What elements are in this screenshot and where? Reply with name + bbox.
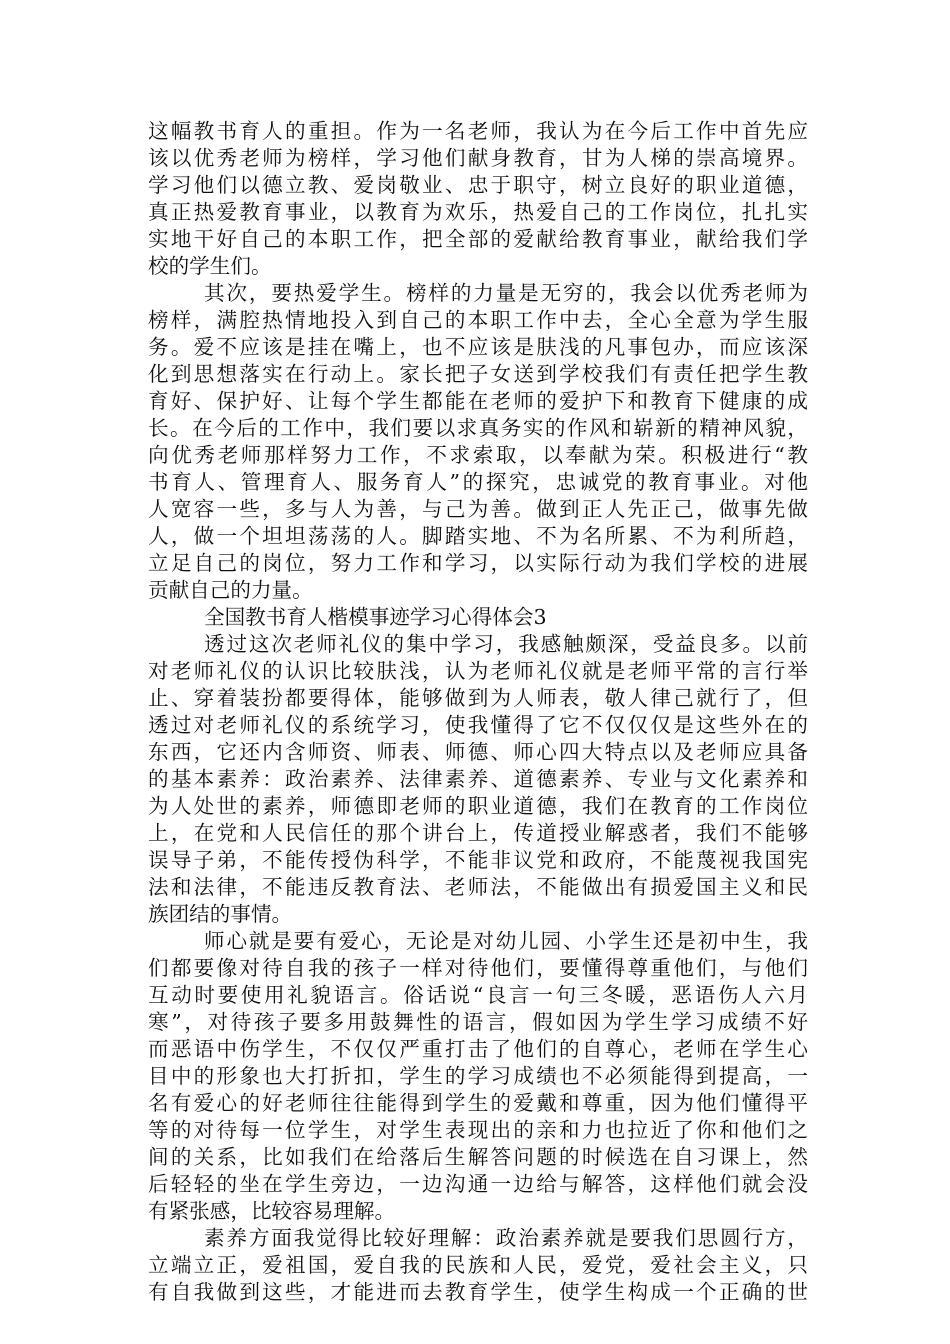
paragraph-first-line: 师心就是要有爱心，无论是对幼儿园、小学生还是初中生，我 <box>204 929 808 953</box>
text-line: 寒”，对待孩子要多用鼓舞性的语言，假如因为学生学习成绩不好 <box>148 1010 808 1034</box>
text-line: 名有爱心的好老师往往能得到学生的爱戴和尊重，因为他们懂得平 <box>148 1091 808 1115</box>
text-line: 族团结的事情。 <box>148 902 293 926</box>
text-line: 的基本素养：政治素养、法律素养、道德素养、专业与文化素养和 <box>148 767 808 791</box>
text-line: 立足自己的岗位，努力工作和学习，以实际行动为我们学校的进展 <box>148 551 808 575</box>
text-line: 贡献自己的力量。 <box>148 578 313 602</box>
text-line: 后轻轻的坐在学生旁边，一边沟通一边给与解答，这样他们就会没 <box>148 1172 808 1196</box>
text-line: 间的关系，比如我们在给落后生解答问题的时候选在自习课上，然 <box>148 1145 808 1169</box>
section-heading: 全国教书育人楷模事迹学习心得体会3 <box>204 605 547 629</box>
text-line: 对老师礼仪的认识比较肤浅，认为老师礼仪就是老师平常的言行举 <box>148 659 808 683</box>
text-line: 化到思想落实在行动上。家长把子女送到学校我们有责任把学生教 <box>148 362 808 386</box>
text-line: 为人处世的素养，师德即老师的职业道德，我们在教育的工作岗位 <box>148 794 808 818</box>
paragraph-first-line: 素养方面我觉得比较好理解：政治素养就是要我们思圆行方， <box>204 1226 808 1250</box>
paragraph-first-line: 其次，要热爱学生。榜样的力量是无穷的，我会以优秀老师为 <box>204 281 808 305</box>
text-line: 实地干好自己的本职工作，把全部的爱献给教育事业，献给我们学 <box>148 227 808 251</box>
text-line: 东西，它还内含师资、师表、师德、师心四大特点以及老师应具备 <box>148 740 808 764</box>
text-line: 真正热爱教育事业，以教育为欢乐，热爱自己的工作岗位，扎扎实 <box>148 200 808 224</box>
text-line: 育好、保护好、让每个学生都能在老师的爱护下和教育下健康的成 <box>148 389 808 413</box>
text-line: 务。爱不应该是挂在嘴上，也不应该是肤浅的凡事包办，而应该深 <box>148 335 808 359</box>
text-line: 有紧张感，比较容易理解。 <box>148 1199 396 1223</box>
text-line: 该以优秀老师为榜样，学习他们献身教育，甘为人梯的崇高境界。 <box>148 146 808 170</box>
text-line: 透过对老师礼仪的系统学习，使我懂得了它不仅仅仅是这些外在的 <box>148 713 808 737</box>
text-line: 长。在今后的工作中，我们要以求真务实的作风和崭新的精神风貌， <box>148 416 808 440</box>
text-line: 互动时要使用礼貌语言。俗话说“良言一句三冬暖，恶语伤人六月 <box>148 983 808 1007</box>
paragraph-first-line: 透过这次老师礼仪的集中学习，我感触颇深，受益良多。以前 <box>204 632 808 656</box>
text-line: 人，做一个坦坦荡荡的人。脚踏实地、不为名所累、不为利所趋， <box>148 524 808 548</box>
text-line: 人宽容一些，多与人为善，与己为善。做到正人先正己，做事先做 <box>148 497 808 521</box>
text-line: 上，在党和人民信任的那个讲台上，传道授业解惑者，我们不能够 <box>148 821 808 845</box>
text-line: 而恶语中伤学生，不仅仅严重打击了他们的自尊心，老师在学生心 <box>148 1037 808 1061</box>
document-page <box>148 118 808 1306</box>
text-line: 向优秀老师那样努力工作，不求索取，以奉献为荣。积极进行“教 <box>148 443 808 467</box>
text-line: 有自我做到这些，才能进而去教育学生，使学生构成一个正确的世 <box>148 1280 808 1304</box>
text-line: 书育人、管理育人、服务育人”的探究，忠诚党的教育事业。对他 <box>148 470 808 494</box>
text-line: 法和法律，不能违反教育法、老师法，不能做出有损爱国主义和民 <box>148 875 808 899</box>
text-line: 校的学生们。 <box>148 254 272 278</box>
text-line: 榜样，满腔热情地投入到自己的本职工作中去，全心全意为学生服 <box>148 308 808 332</box>
text-line: 们都要像对待自我的孩子一样对待他们，要懂得尊重他们，与他们 <box>148 956 808 980</box>
text-line: 学习他们以德立教、爱岗敬业、忠于职守，树立良好的职业道德， <box>148 173 808 197</box>
text-line: 止、穿着装扮都要得体，能够做到为人师表，敬人律己就行了，但 <box>148 686 808 710</box>
text-line: 这幅教书育人的重担。作为一名老师，我认为在今后工作中首先应 <box>148 119 808 143</box>
text-line: 误导子弟，不能传授伪科学，不能非议党和政府，不能蔑视我国宪 <box>148 848 808 872</box>
text-line: 目中的形象也大打折扣，学生的学习成绩也不必须能得到提高，一 <box>148 1064 808 1088</box>
text-line: 等的对待每一位学生，对学生表现出的亲和力也拉近了你和他们之 <box>148 1118 808 1142</box>
text-line: 立端立正，爱祖国，爱自我的民族和人民，爱党，爱社会主义，只 <box>148 1253 808 1277</box>
